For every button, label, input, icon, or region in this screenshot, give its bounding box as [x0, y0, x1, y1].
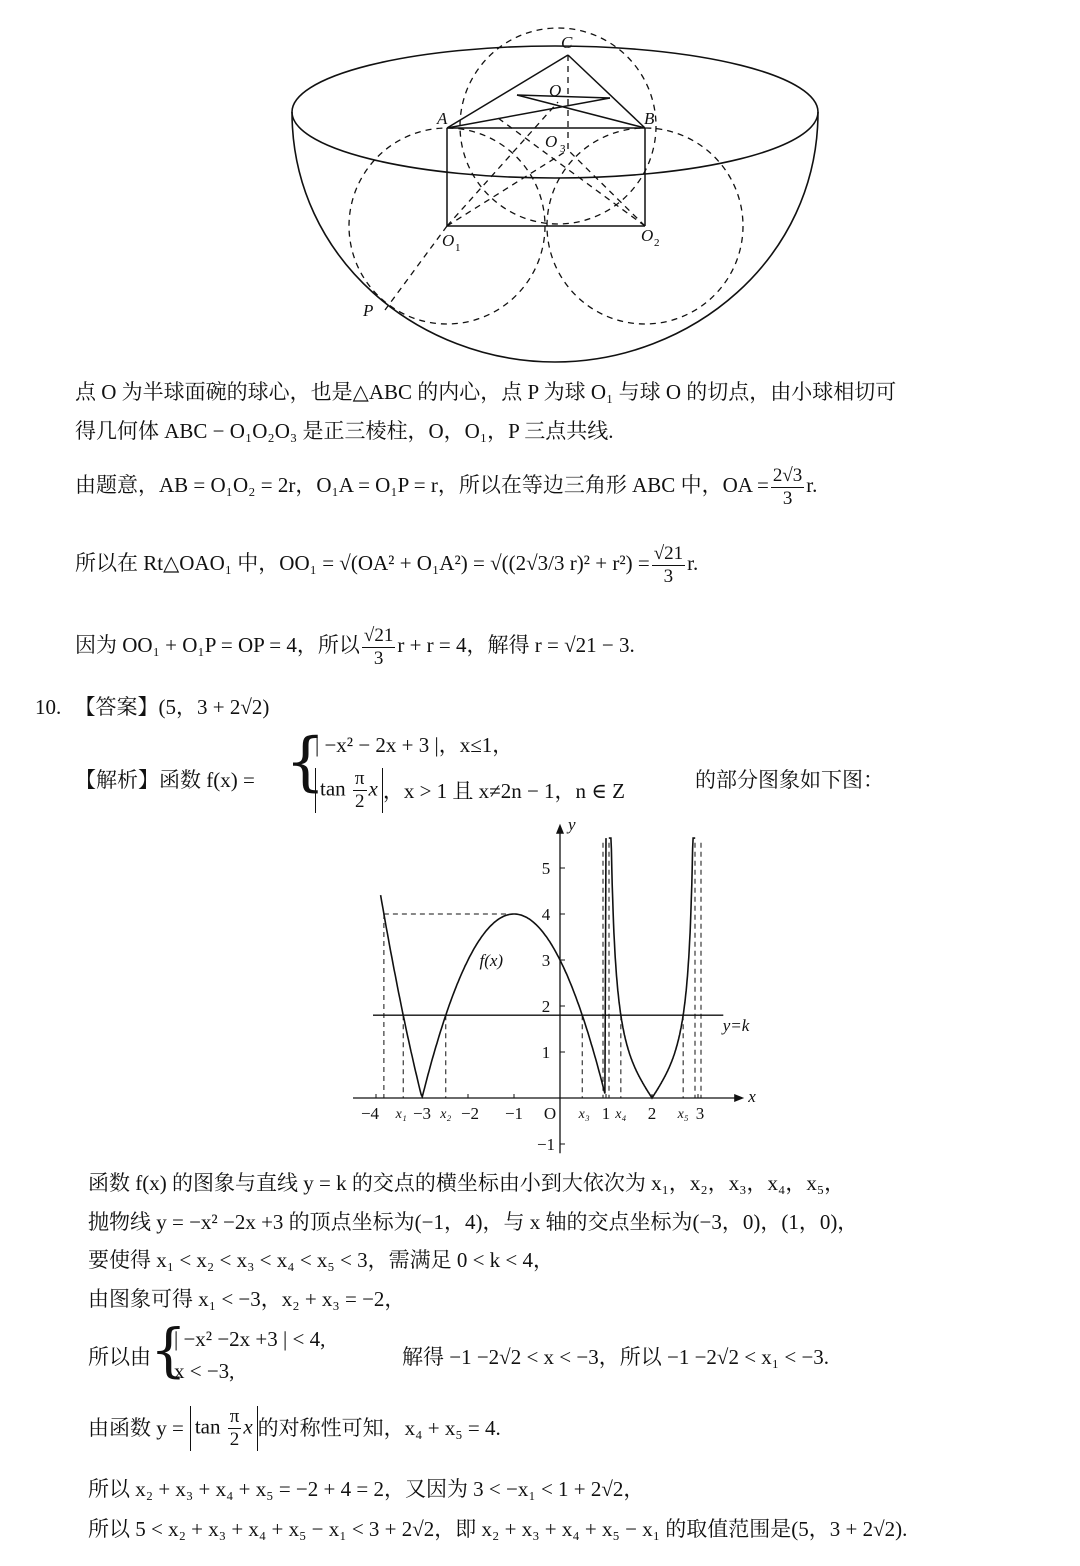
root-label-3: x₃: [578, 1107, 590, 1122]
label-C: C: [561, 33, 573, 52]
fraction-OO1-den: 3: [663, 565, 674, 587]
q10-header: [35, 692, 269, 722]
y-tick-label: 3: [541, 951, 551, 970]
fraction-r: [362, 625, 395, 670]
line6-frac: [228, 1406, 242, 1451]
text1-line5: [75, 622, 635, 670]
root-label-4: x₄: [615, 1107, 627, 1122]
root-label-1: x₁: [395, 1107, 407, 1122]
root-label-2: x₂: [440, 1107, 452, 1122]
line6-abs: [190, 1406, 258, 1451]
line6-x: x: [243, 1413, 253, 1438]
curve-tan: [609, 838, 695, 1098]
label-O2-sub: 2: [654, 237, 660, 249]
x-axis-label: x: [748, 1087, 756, 1106]
line6-tan: tan: [194, 1413, 221, 1438]
text2-line6: [88, 1400, 501, 1456]
label-O2: O: [641, 226, 654, 245]
text1-line4: [75, 540, 698, 588]
case2-tan: tan: [320, 776, 346, 801]
y-axis-arrow: [556, 824, 564, 834]
x-tick-label: O: [543, 1104, 557, 1123]
label-O1-sub: 1: [455, 242, 461, 254]
text1-line4-a: 所以在 Rt△OAO₁ 中，OO₁ = √(OA² + O₁A²) = √((2√3/3 r)² + r²) =: [75, 551, 650, 575]
bowl-rim: [292, 46, 818, 178]
text1-line3-a: 由题意，AB = O₁O₂ = 2r，O₁A = O₁P = r，所以在等边三角形 ABC 中，OA =: [75, 473, 769, 497]
x-tick-label: −3: [412, 1104, 432, 1123]
x-tick-label: −1: [504, 1104, 524, 1123]
label-O3-sub: 3: [560, 143, 566, 155]
y-tick-label: −1: [536, 1135, 556, 1154]
line6-frac-num: π: [229, 1405, 240, 1427]
text2-line1: 函数 f(x) 的图象与直线 y = k 的交点的横坐标由小到大依次为 x₁，x₂，x₃，x₄，x₅，: [88, 1171, 846, 1195]
label-O1: O: [442, 231, 455, 250]
text2-line3: 要使得 x₁ < x₂ < x₃ < x₄ < x₅ < 3，需满足 0 < k < 4，: [88, 1248, 555, 1272]
text2-line6-post: 的对称性可知，x₄ + x₅ = 4.: [257, 1416, 501, 1440]
text2-line8: 所以 5 < x₂ + x₃ + x₄ + x₅ − x₁ < 3 + 2√2，即 x₂ + x₃ + x₄ + x₅ − x₁ 的取值范围是(5，3 + 2√2).: [88, 1517, 908, 1541]
fraction-OA-den: 3: [782, 487, 793, 509]
q10-after: 的部分图象如下图：: [695, 768, 884, 792]
case2-x: x: [368, 776, 378, 801]
system-row2: x < −3,: [174, 1359, 235, 1383]
label-O: O: [549, 81, 562, 100]
case2-frac-num: π: [354, 768, 365, 789]
system-brace: {: [150, 1316, 187, 1384]
text2-line2: 抛物线 y = −x² −2x +3 的顶点坐标为(−1，4)，与 x 轴的交点坐标为(−3，0)，(1，0)，: [88, 1210, 859, 1234]
x-tick-label: 3: [695, 1104, 705, 1123]
case2-frac-den: 2: [354, 791, 365, 812]
y-tick-label: 2: [541, 997, 551, 1016]
text1-line2: 得几何体 ABC − O₁O₂O₃ 是正三棱柱，O，O₁，P 三点共线.: [75, 419, 614, 443]
text2-line6-pre: 由函数 y =: [88, 1416, 184, 1440]
x-tick-label: −4: [360, 1104, 380, 1123]
line6-frac-den: 2: [229, 1428, 240, 1450]
y-axis-label: y: [568, 814, 576, 834]
label-B: B: [644, 109, 655, 128]
root-label-5: x₅: [677, 1107, 689, 1122]
label-A: A: [437, 109, 448, 128]
fraction-OA: [771, 465, 804, 510]
text1-line3: [75, 462, 817, 510]
label-P: P: [363, 301, 374, 320]
text1-line5-b: r + r = 4，解得 r = √21 − 3.: [397, 633, 635, 657]
piecewise-case1: | −x² − 2x + 3 |，x≤1，: [315, 733, 514, 757]
q10-answer: 【答案】(5，3 + 2√2): [74, 695, 270, 719]
q10-analysis-label: 【解析】函数 f(x) =: [75, 768, 255, 792]
text2-line7: 所以 x₂ + x₃ + x₄ + x₅ = −2 + 4 = 2，又因为 3 < −x₁ < 1 + 2√2，: [88, 1477, 645, 1501]
function-graph: [355, 814, 765, 1160]
curve-label: f(x): [479, 951, 504, 970]
piecewise-brace: {: [285, 725, 326, 799]
case2-cond: ，x > 1 且 x≠2n − 1，n ∈ Z: [382, 778, 625, 803]
y-tick-label: 1: [541, 1043, 551, 1062]
piecewise-case2: [315, 768, 625, 813]
x-tick-label: −2: [460, 1104, 480, 1123]
text1-line5-a: 因为 OO₁ + O₁P = OP = 4，所以: [75, 633, 360, 657]
fraction-OO1-num: √21: [653, 542, 684, 564]
x-tick-label: 1: [601, 1104, 611, 1123]
case2-frac: [353, 768, 367, 813]
hemisphere-figure: [280, 30, 820, 375]
text1-line1: 点 O 为半球面碗的球心，也是△ABC 的内心，点 P 为球 O₁ 与球 O 的切点，由小球相切可: [75, 380, 897, 404]
text1-line4-b: r.: [687, 551, 699, 575]
line-y-k-label: y=k: [722, 1016, 750, 1036]
x-tick-label: 2: [647, 1104, 657, 1123]
text1-line3-b: r.: [806, 473, 818, 497]
fraction-r-num: √21: [363, 624, 394, 646]
fraction-OA-num: 2√3: [772, 464, 803, 486]
text2-line5-post: 解得 −1 −2√2 < x < −3，所以 −1 −2√2 < x₁ < −3.: [402, 1345, 830, 1369]
label-O3: O: [545, 132, 558, 151]
q10-number: 10.: [35, 695, 62, 719]
fraction-OO1: [652, 543, 685, 588]
x-axis-arrow: [734, 1094, 744, 1102]
text2-line4: 由图象可得 x₁ < −3，x₂ + x₃ = −2，: [88, 1287, 406, 1311]
y-tick-label: 5: [541, 859, 551, 878]
system-row1: | −x² −2x +3 | < 4,: [174, 1327, 326, 1351]
case2-abs: [315, 768, 383, 813]
small-sphere-top: [460, 28, 656, 224]
fraction-r-den: 3: [373, 647, 384, 669]
y-tick-label: 4: [541, 905, 551, 924]
text2-line5-pre: 所以由: [88, 1345, 151, 1369]
